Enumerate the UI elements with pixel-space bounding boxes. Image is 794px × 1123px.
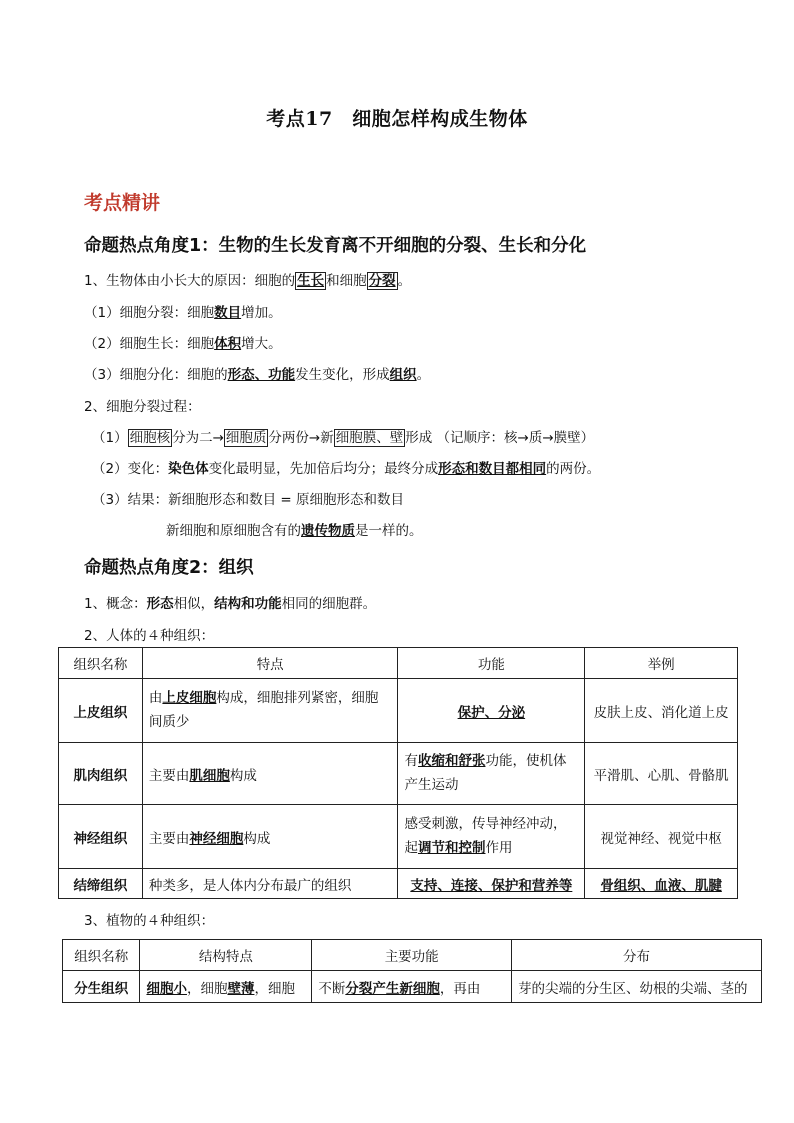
- division-process-heading: 2、细胞分裂过程：: [84, 399, 201, 415]
- column-header: 功能: [398, 648, 585, 679]
- tissue-function-cell: 感受刺激，传导神经冲动，起调节和控制作用: [398, 805, 585, 869]
- division-result-line: （3）结果：新细胞形态和数目 = 原细胞形态和数目: [92, 492, 404, 508]
- tissue-concept-line: 1、概念：形态相似，结构和功能相同的细胞群。: [84, 596, 377, 612]
- tissue-feature-cell: 主要由肌细胞构成: [142, 743, 398, 805]
- tissue-name-cell: 肌肉组织: [59, 743, 143, 805]
- division-change-line: （2）变化：染色体变化最明显，先加倍后均分；最终分成形态和数目都相同的两份。: [92, 461, 601, 477]
- column-header: 主要功能: [312, 940, 512, 971]
- section-heading: 考点精讲: [84, 192, 161, 214]
- tissue-example-cell: 视觉神经、视觉中枢: [585, 805, 738, 869]
- table-row: [59, 679, 738, 743]
- topic1-heading: 命题热点角度1：生物的生长发育离不开细胞的分裂、生长和分化: [84, 236, 587, 256]
- plant-tissue-table: [62, 939, 762, 1003]
- column-header: 结构特点: [140, 940, 312, 971]
- topic2-heading: 命题热点角度2：组织: [84, 558, 254, 578]
- cell-growth-line: （2）细胞生长：细胞体积增大。: [84, 336, 282, 352]
- human-tissues-heading: 2、人体的４种组织：: [84, 628, 215, 644]
- column-header: 组织名称: [59, 648, 143, 679]
- table-row: [59, 869, 738, 899]
- tissue-function-cell: 保护、分泌: [398, 679, 585, 743]
- tissue-name-cell: 结缔组织: [59, 869, 143, 899]
- growth-reason-line: 1、生物体由小长大的原因：细胞的 生长 和细胞 分裂 。: [84, 273, 412, 289]
- plant-tissues-heading: 3、植物的４种组织：: [84, 913, 215, 929]
- tissue-name-cell: 分生组织: [63, 971, 140, 1003]
- column-header: 特点: [142, 648, 398, 679]
- tissue-feature-cell: 主要由神经细胞构成: [142, 805, 398, 869]
- tissue-example-cell: 骨组织、血液、肌腱: [585, 869, 738, 899]
- table-row: [59, 805, 738, 869]
- column-header: 组织名称: [63, 940, 140, 971]
- tissue-name-cell: 上皮组织: [59, 679, 143, 743]
- tissue-distribution-cell: 芽的尖端的分生区、幼根的尖端、茎的: [512, 971, 762, 1003]
- tissue-example-cell: 平滑肌、心肌、骨骼肌: [585, 743, 738, 805]
- tissue-feature-cell: 种类多，是人体内分布最广的组织: [142, 869, 398, 899]
- tissue-function-cell: 不断分裂产生新细胞，再由: [312, 971, 512, 1003]
- column-header: 分布: [512, 940, 762, 971]
- tissue-example-cell: 皮肤上皮、消化道上皮: [585, 679, 738, 743]
- tissue-function-cell: 支持、连接、保护和营养等: [398, 869, 585, 899]
- division-steps-line: （1） 细胞核 分为二→ 细胞质 分两份→新 细胞膜、壁 形成 （记顺序：核→质→膜壁）: [92, 430, 595, 446]
- human-tissue-table: [58, 647, 738, 899]
- table-header-row: [59, 648, 738, 679]
- tissue-structure-cell: 细胞小，细胞壁薄，细胞: [140, 971, 312, 1003]
- cell-division-line: （1）细胞分裂：细胞数目增加。: [84, 305, 282, 321]
- tissue-feature-cell: 由上皮细胞构成，细胞排列紧密，细胞间质少: [142, 679, 398, 743]
- table-row: [63, 971, 762, 1003]
- tissue-name-cell: 神经组织: [59, 805, 143, 869]
- genetic-material-line: 新细胞和原细胞含有的遗传物质是一样的。: [166, 523, 423, 539]
- cell-differentiation-line: （3）细胞分化：细胞的形态、功能发生变化，形成组织。: [84, 367, 431, 383]
- column-header: 举例: [585, 648, 738, 679]
- table-row: [59, 743, 738, 805]
- table-header-row: [63, 940, 762, 971]
- page-title: 考点17 细胞怎样构成生物体: [266, 108, 528, 130]
- tissue-function-cell: 有收缩和舒张功能，使机体产生运动: [398, 743, 585, 805]
